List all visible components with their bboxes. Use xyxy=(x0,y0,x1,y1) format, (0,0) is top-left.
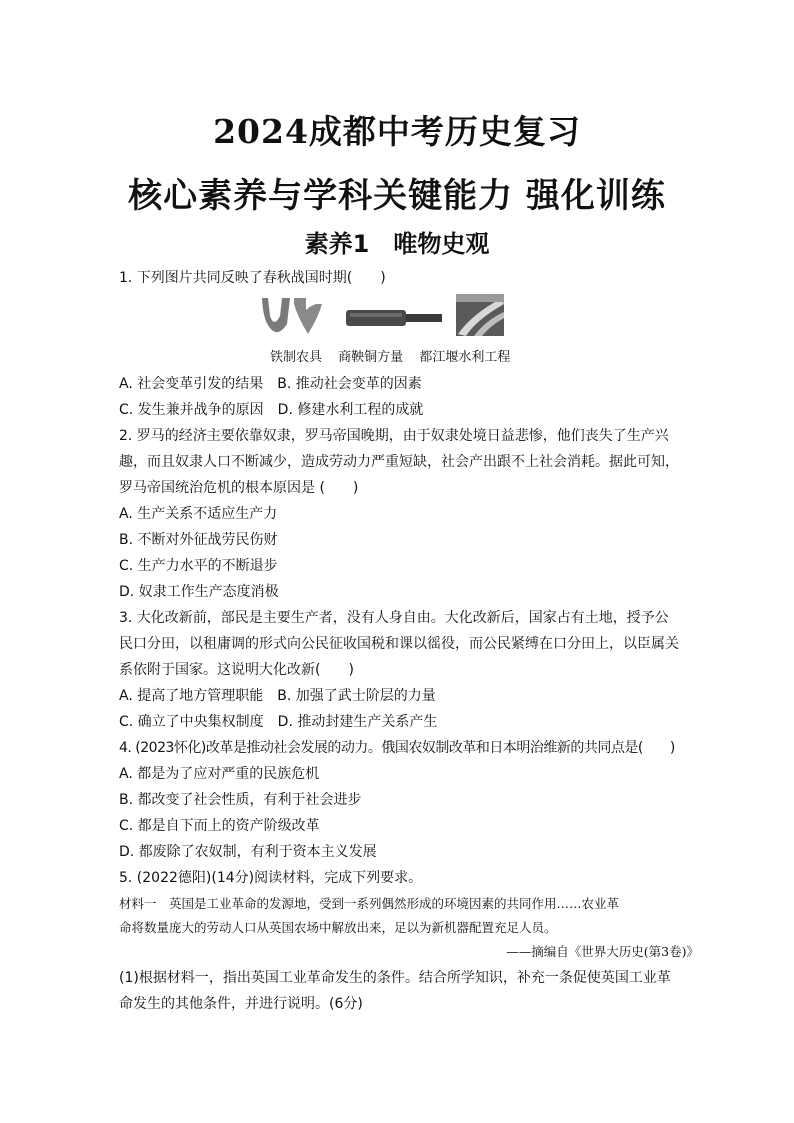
q2-option-d: D. 奴隶工作生产态度消极 xyxy=(119,584,279,600)
q4-option-b: B. 都改变了社会性质，有利于社会进步 xyxy=(119,792,362,808)
q2-option-b: B. 不断对外征战劳民伤财 xyxy=(119,532,278,548)
bronze-measure-icon xyxy=(346,310,442,326)
q2-option-c: C. 生产力水平的不断退步 xyxy=(119,558,278,574)
question-2-stem-2: 趣，而且奴隶人口不断减少，造成劳动力严重短缺，社会产出跟不上社会消耗。据此可知， xyxy=(119,454,679,470)
q3-option-ab: A. 提高了地方管理职能 B. 加强了武士阶层的力量 xyxy=(119,688,436,704)
figure-captions xyxy=(270,346,510,365)
dujiangyan-photo-icon xyxy=(456,294,504,336)
q4-option-d: D. 都废除了农奴制，有利于资本主义发展 xyxy=(119,844,377,860)
question-5-part-1: (1)根据材料一，指出英国工业革命发生的条件。结合所学知识，补充一条促使英国工业革 xyxy=(119,970,671,986)
question-1-stem: 1. 下列图片共同反映了春秋战国时期( ) xyxy=(119,270,386,286)
q4-option-c: C. 都是自下而上的资产阶级改革 xyxy=(119,818,320,834)
material-1-text: 材料一 英国是工业革命的发源地，受到一系列偶然形成的环境因素的共同作用……农业革 xyxy=(119,896,620,911)
question-5-part-1-2: 命发生的其他条件，并进行说明。(6分) xyxy=(119,996,363,1012)
question-4-stem: 4. (2023怀化)改革是推动社会发展的动力。俄国农奴制改革和日本明治维新的共同点是( ) xyxy=(119,740,675,756)
q3-option-cd: C. 确立了中央集权制度 D. 推动封建生产关系产生 xyxy=(119,714,438,730)
material-1-text-2: 命将数量庞大的劳动人口从英国农场中解放出来，足以为新机器配置充足人员。 xyxy=(119,920,557,935)
material-1-source: ——摘编自《世界大历史(第3卷)》 xyxy=(506,944,699,959)
doc-title: 2024成都中考历史复习 xyxy=(213,112,581,151)
caption-dujiangyan: 都江堰水利工程 xyxy=(419,350,511,365)
question-2-stem: 2. 罗马的经济主要依靠奴隶，罗马帝国晚期，由于奴隶处境日益悲惨，他们丧失了生产兴 xyxy=(119,428,669,444)
question-5-stem: 5. (2022德阳)(14分)阅读材料，完成下列要求。 xyxy=(119,870,423,886)
question-3-stem-2: 民口分田，以租庸调的形式向公民征收国税和课以徭役，而公民紧缚在口分田上，以臣属关 xyxy=(119,636,679,652)
question-2-stem-3: 罗马帝国统治危机的根本原因是 ( ) xyxy=(119,480,359,496)
question-1-figures xyxy=(260,294,520,339)
q1-option-ab: A. 社会变革引发的结果 B. 推动社会变革的因素 xyxy=(119,376,422,392)
q4-option-a: A. 都是为了应对严重的民族危机 xyxy=(119,766,320,782)
iron-farm-tool-icon xyxy=(260,294,520,339)
section-title: 素养1 唯物史观 xyxy=(304,230,490,258)
q2-option-a: A. 生产关系不适应生产力 xyxy=(119,506,278,522)
caption-bronze-measure: 商鞅铜方量 xyxy=(338,350,404,365)
doc-subtitle: 核心素养与学科关键能力 强化训练 xyxy=(128,176,666,216)
question-3-stem: 3. 大化改新前，部民是主要生产者，没有人身自由。大化改新后，国家占有土地，授予公 xyxy=(119,610,669,626)
q1-option-cd: C. 发生兼并战争的原因 D. 修建水利工程的成就 xyxy=(119,402,424,418)
question-3-stem-3: 系依附于国家。这说明大化改新( ) xyxy=(119,662,354,678)
caption-iron-tools: 铁制农具 xyxy=(270,350,323,365)
